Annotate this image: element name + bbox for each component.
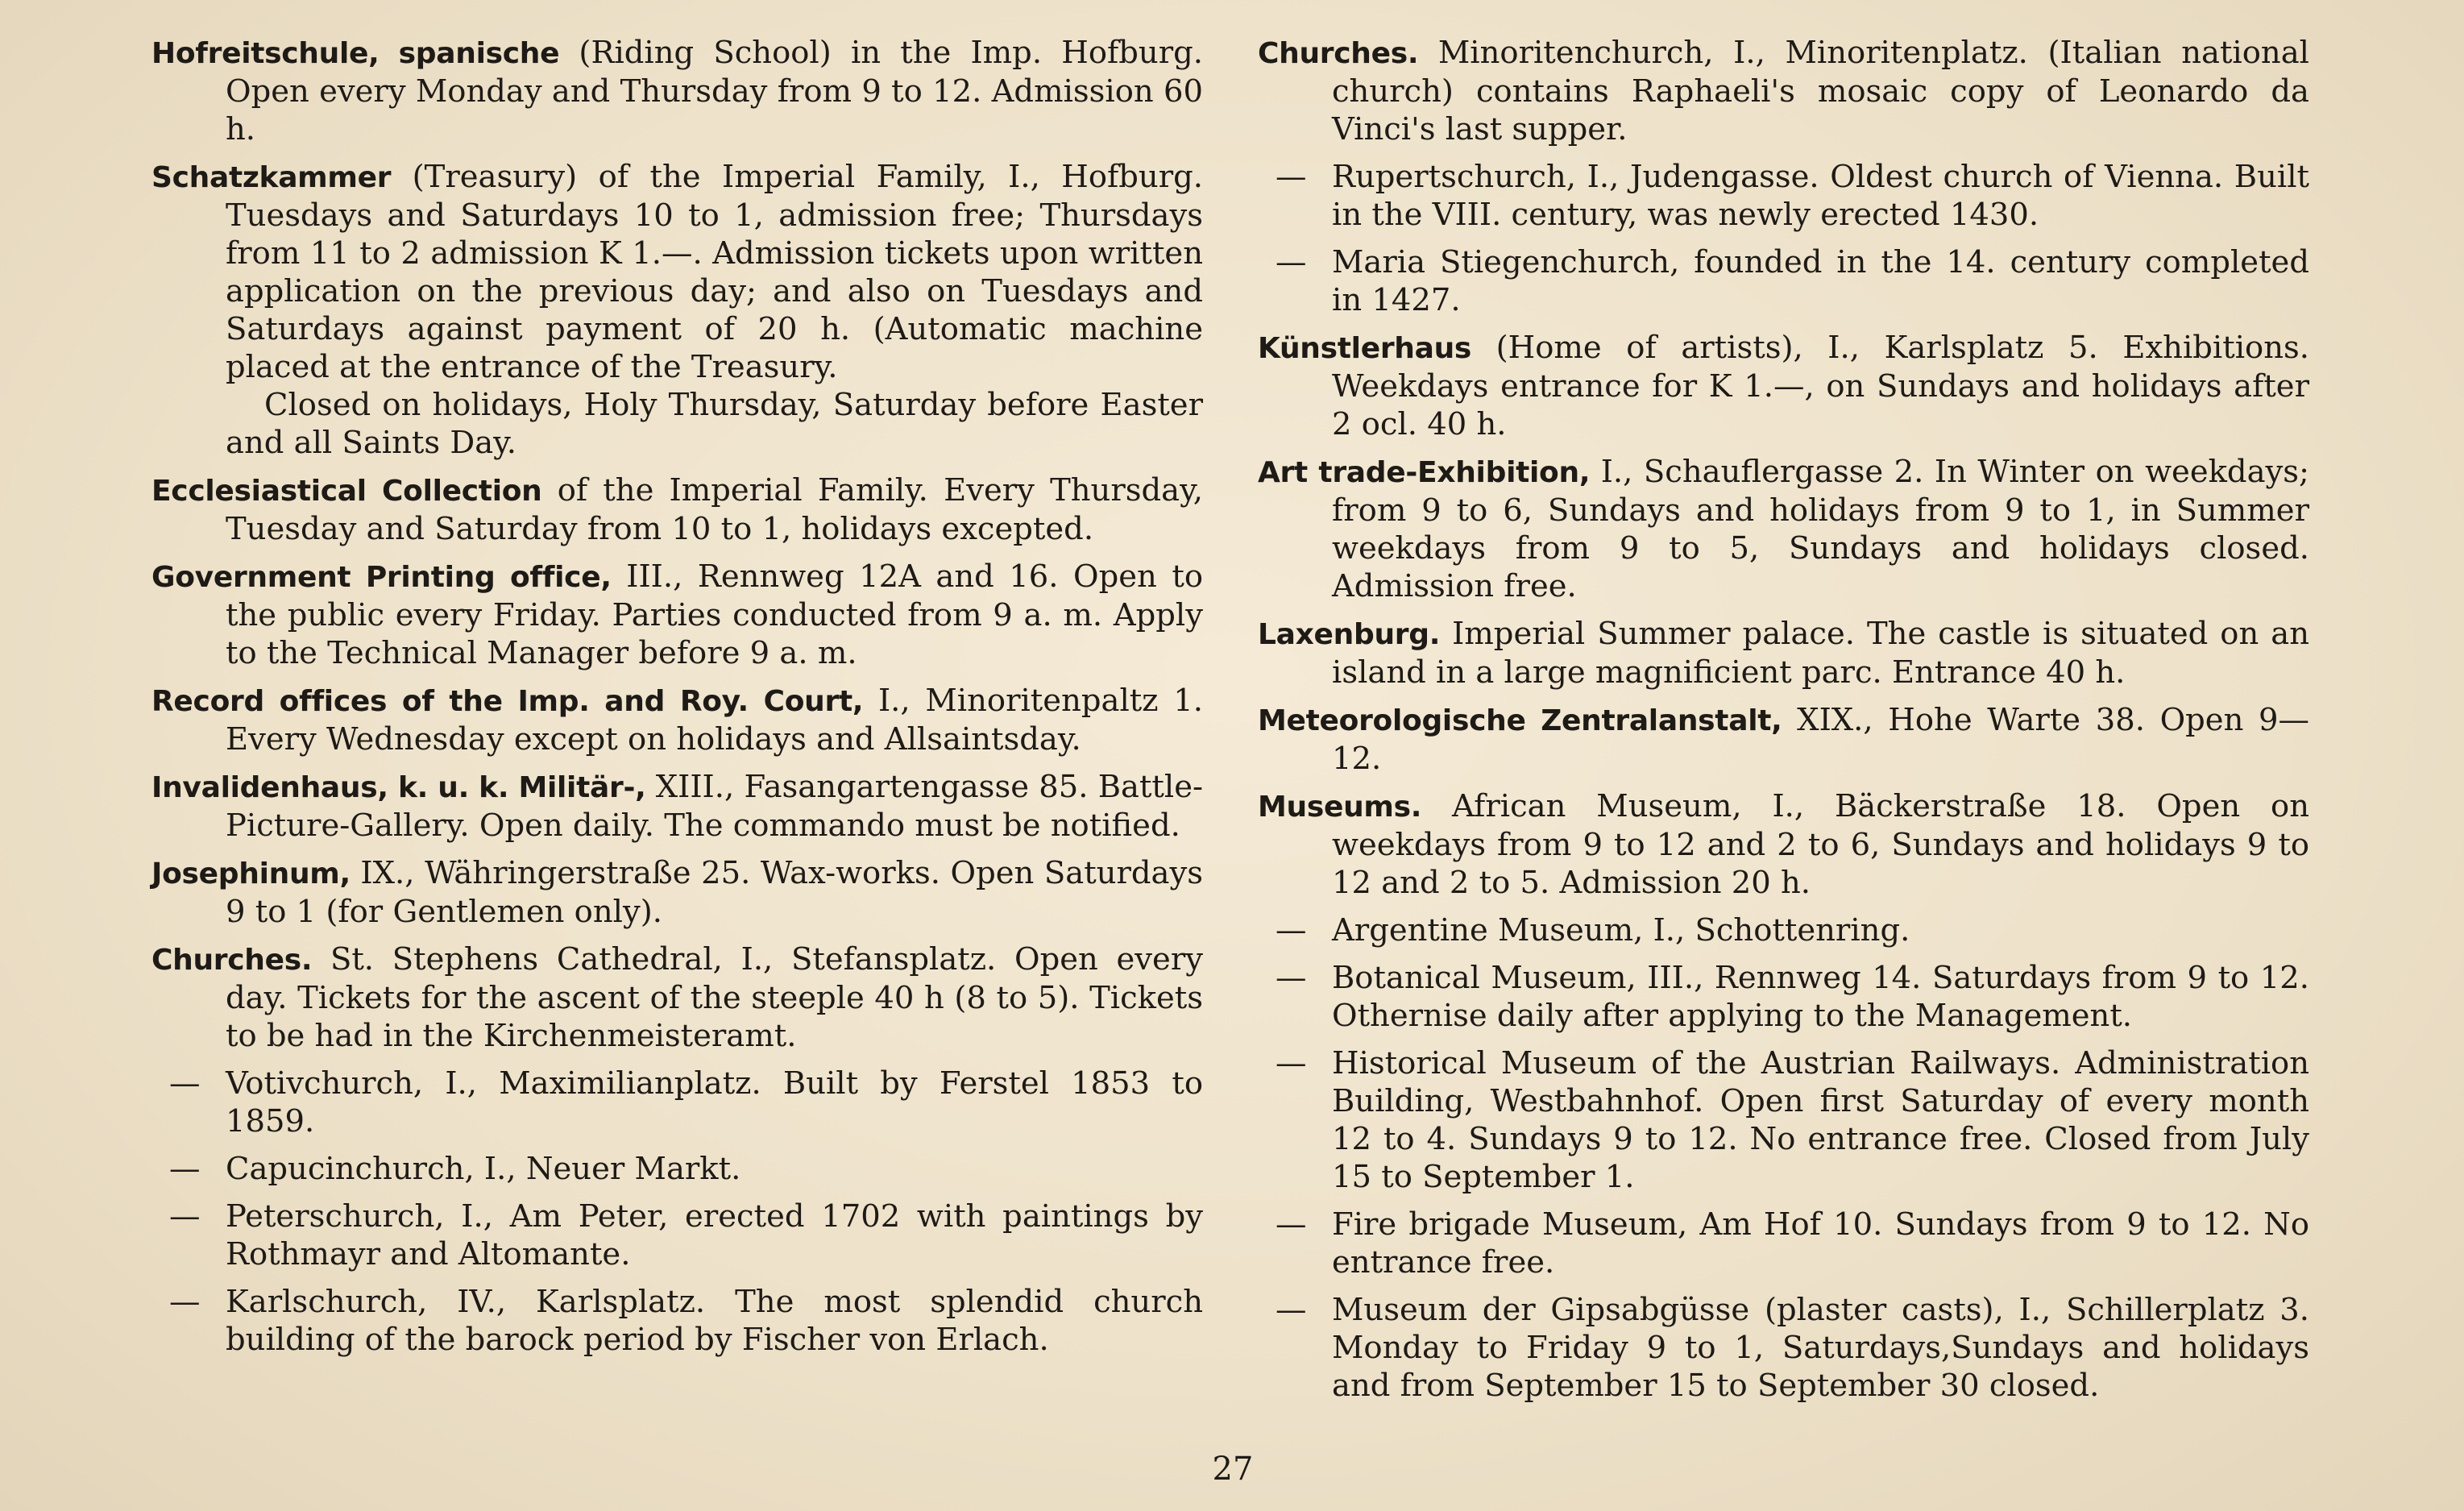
sub-entry-votivchurch	[151, 1065, 1203, 1140]
dash-marker: —	[1276, 1292, 1307, 1328]
sub-entry-karlschurch	[151, 1283, 1203, 1359]
entry-heading: Government Printing office,	[151, 561, 612, 594]
sub-entry-text: Argentine Museum, I., Schottenring.	[1332, 912, 1910, 949]
sub-entry-rupertschurch	[1258, 158, 2309, 234]
sub-entry-maria-stiegenchurch	[1258, 243, 2309, 319]
sub-entry-text: Votivchurch, I., Maximilianplatz. Built by Ferstel 1853 to 1859.	[226, 1065, 1203, 1139]
entry-text: of the Imperial Family. Every Thursday, Tuesday and Saturday from 10 to 1, holidays excepted.	[226, 472, 1203, 547]
entry-text: III., Rennweg 12A and 16. Open to the public every Friday. Parties conducted from 9 a. m. Apply to the Technical Manager before 9 a. m.	[226, 558, 1203, 671]
entry-laxenburg	[1258, 615, 2309, 691]
entry-government-printing-office	[151, 558, 1203, 672]
entry-ecclesiastical-collection	[151, 471, 1203, 548]
dash-marker: —	[1276, 244, 1307, 280]
entry-heading: Museums.	[1258, 791, 1422, 824]
entry-josephinum	[151, 854, 1203, 931]
dash-marker: —	[1276, 159, 1307, 195]
page-number: 27	[1212, 1451, 1254, 1488]
entry-text: St. Stephens Cathedral, I., Stefansplatz. Open every day. Tickets for the ascent of the steeple 40 h (8 to 5). Tickets to be had in the Kirchenmeisteramt.	[226, 941, 1203, 1054]
sub-entry-text: Capucinchurch, I., Neuer Markt.	[226, 1151, 741, 1187]
entry-heading: Laxenburg.	[1258, 618, 1441, 651]
entry-record-offices	[151, 682, 1203, 758]
sub-entry-peterschurch	[151, 1198, 1203, 1273]
entry-text: XIII., Fasangartengasse 85. Battle-Picture-Gallery. Open daily. The commando must be notified.	[226, 769, 1204, 844]
sub-entry-text: Historical Museum of the Austrian Railways. Administration Building, Westbahnhof. Open first Saturday of every month 12 to 4. Sundays 9 to 12. No entrance free. Closed from July 15 to September 1.	[1332, 1045, 2309, 1195]
dash-marker: —	[169, 1284, 201, 1320]
entry-art-trade-exhibition	[1258, 453, 2309, 605]
entry-meteorologische-zentralanstalt	[1258, 701, 2309, 778]
dash-marker: —	[169, 1151, 201, 1187]
entry-heading: Ecclesiastical Collection	[151, 475, 542, 508]
sub-entry-text: Peterschurch, I., Am Peter, erected 1702 with paintings by Rothmayr and Altomante.	[226, 1198, 1203, 1272]
entry-invalidenhaus	[151, 768, 1203, 845]
sub-entry-text: Museum der Gipsabgüsse (plaster casts), I., Schillerplatz 3. Monday to Friday 9 to 1, Saturdays,Sundays and holidays and from September 15 to September 30 closed.	[1332, 1292, 2309, 1404]
entry-churches	[151, 940, 1203, 1055]
entry-text: (Home of artists), I., Karlsplatz 5. Exhibitions. Weekdays entrance for K 1.—, on Sundays and holidays after 2 ocl. 40 h.	[1332, 330, 2309, 442]
sub-entry-railways-museum	[1258, 1044, 2309, 1196]
sub-entry-argentine-museum	[1258, 911, 2309, 949]
sub-entry-capucinchurch	[151, 1150, 1203, 1188]
sub-entry-gipsabguesse-museum	[1258, 1291, 2309, 1405]
sub-entry-text: Botanical Museum, III., Rennweg 14. Saturdays from 9 to 12. Othernise daily after applying to the Management.	[1332, 960, 2309, 1034]
entry-heading: Invalidenhaus, k. u. k. Militär-,	[151, 771, 646, 804]
entry-heading: Schatzkammer	[151, 161, 392, 194]
entry-heading: Josephinum,	[151, 857, 351, 890]
entry-text: (Riding School) in the Imp. Hofburg. Open every Monday and Thursday from 9 to 12. Admission 60 h.	[226, 35, 1203, 147]
entry-text: (Treasury) of the Imperial Family, I., Hofburg. Tuesdays and Saturdays 10 to 1, admission free; Thursdays from 11 to 2 admission K 1.—. Admission tickets upon written application on the previous day; and also on Tuesdays and Saturdays against payment of 20 h. (Automatic machine placed at the entrance of the Treasury.	[226, 159, 1203, 385]
sub-entry-text: Fire brigade Museum, Am Hof 10. Sundays from 9 to 12. No entrance free.	[1332, 1206, 2309, 1281]
entry-text: Minoritenchurch, I., Minoritenplatz. (Italian national church) contains Raphaeli's mosaic copy of Leonardo da Vinci's last supper.	[1332, 35, 2309, 147]
entry-text: I., Schauflergasse 2. In Winter on weekdays; from 9 to 6, Sundays and holidays from 9 to 1, in Summer weekdays from 9 to 5, Sundays and holidays closed. Admission free.	[1332, 454, 2310, 604]
dash-marker: —	[1276, 912, 1307, 949]
entry-museums	[1258, 787, 2309, 902]
sub-entry-text: Maria Stiegenchurch, founded in the 14. century completed in 1427.	[1332, 244, 2309, 318]
sub-entry-fire-brigade-museum	[1258, 1206, 2309, 1281]
entry-minoritenchurch	[1258, 34, 2309, 148]
dash-marker: —	[169, 1198, 201, 1235]
sub-entry-botanical-museum	[1258, 959, 2309, 1035]
entry-kuenstlerhaus	[1258, 329, 2309, 443]
entry-heading: Meteorologische Zentralanstalt,	[1258, 704, 1782, 737]
entry-text: Imperial Summer palace. The castle is situated on an island in a large magnificient parc. Entrance 40 h.	[1332, 616, 2309, 691]
entry-heading: Churches.	[151, 944, 313, 977]
entry-hofreitschule	[151, 34, 1203, 148]
entry-heading: Record offices of the Imp. and Roy. Court,	[151, 685, 864, 718]
sub-entry-text: Rupertschurch, I., Judengasse. Oldest church of Vienna. Built in the VIII. century, was newly erected 1430.	[1332, 159, 2309, 233]
right-column	[1258, 34, 2309, 1414]
entry-text: IX., Währingerstraße 25. Wax-works. Open Saturdays 9 to 1 (for Gentlemen only).	[226, 855, 1203, 930]
entry-heading: Hofreitschule, spanische	[151, 37, 560, 70]
dash-marker: —	[1276, 1206, 1307, 1243]
dash-marker: —	[169, 1065, 201, 1102]
entry-text: African Museum, I., Bäckerstraße 18. Open on weekdays from 9 to 12 and 2 to 6, Sundays and holidays 9 to 12 and 2 to 5. Admission 20 h.	[1332, 788, 2309, 901]
entry-heading: Künstlerhaus	[1258, 332, 1472, 365]
dash-marker: —	[1276, 960, 1307, 996]
left-column	[151, 34, 1203, 1368]
entry-heading: Art trade-Exhibition,	[1258, 456, 1591, 489]
dash-marker: —	[1276, 1045, 1307, 1081]
sub-entry-text: Karlschurch, IV., Karlsplatz. The most splendid church building of the barock period by Fischer von Erlach.	[226, 1284, 1203, 1358]
entry-heading: Churches.	[1258, 37, 1419, 70]
entry-text: XIX., Hohe Warte 38. Open 9—12.	[1332, 702, 2309, 777]
entry-note: Closed on holidays, Holy Thursday, Saturday before Easter and all Saints Day.	[226, 387, 1203, 461]
entry-schatzkammer	[151, 158, 1203, 462]
entry-text: I., Minoritenpaltz 1. Every Wednesday except on holidays and Allsaintsday.	[226, 683, 1203, 758]
